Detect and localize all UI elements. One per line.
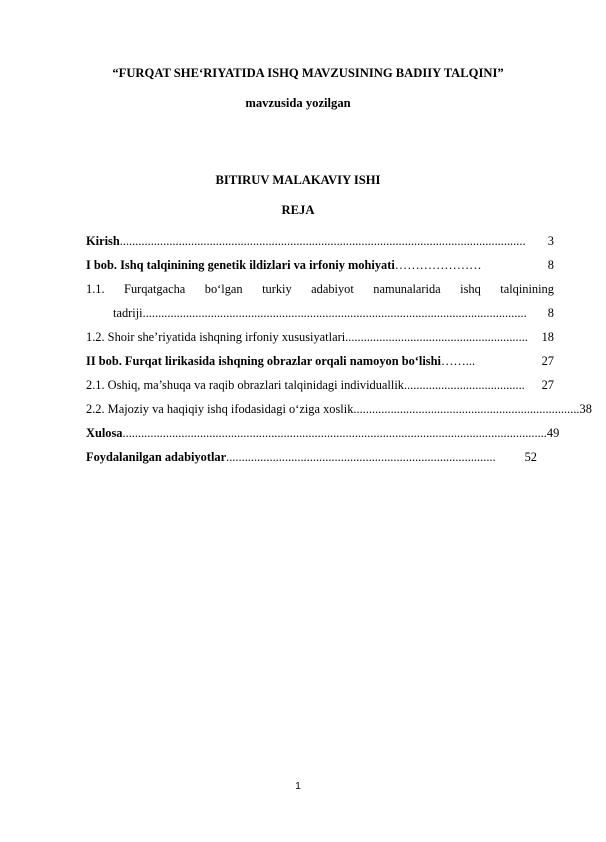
toc-page: 27 bbox=[541, 354, 554, 368]
toc-entry-chapter-1 bbox=[86, 256, 554, 274]
toc-leader: ................................................................................................................................... bbox=[119, 234, 526, 248]
toc-label: Kirish bbox=[86, 234, 120, 248]
page-number: 1 bbox=[295, 781, 301, 792]
toc-leader: ………………… bbox=[394, 258, 482, 272]
toc-label: I bob. Ishq talqinining genetik ildizlari va irfoniy mohiyati bbox=[86, 258, 395, 272]
toc-section-1-1-continuation bbox=[113, 304, 554, 322]
toc-entry-xulosa bbox=[86, 424, 560, 442]
toc-word: namunalarida bbox=[373, 282, 441, 296]
toc-page: 27 bbox=[541, 378, 554, 392]
toc-word: talqinining bbox=[500, 282, 554, 296]
toc-leader: ....................................... bbox=[403, 378, 525, 392]
toc-entry-section-1-1 bbox=[86, 280, 554, 320]
document-title: “FURQAT SHE‘RIYATIDA ISHQ MAVZUSINING BADIIY TALQINI” bbox=[112, 66, 504, 80]
toc-page: 8 bbox=[547, 258, 554, 272]
toc-label: II bob. Furqat lirikasida ishqning obrazlar orqali namoyon bo‘lishi bbox=[86, 354, 441, 368]
toc-page: 49 bbox=[546, 426, 560, 440]
toc-entry-section-2-2 bbox=[86, 400, 592, 418]
toc-leader: ............................................................................................................................ bbox=[142, 306, 527, 320]
toc-entry-chapter-2 bbox=[86, 352, 554, 370]
toc-entry-section-2-1 bbox=[86, 376, 554, 394]
toc-leader: ......................................................................... bbox=[353, 402, 580, 416]
work-type-heading: BITIRUV MALAKAVIY ISHI bbox=[215, 173, 381, 187]
toc-label: 2.1. Oshiq, ma’shuqa va raqib obrazlari talqinidagi individuallik bbox=[86, 378, 404, 392]
toc-label: Foydalanilgan adabiyotlar bbox=[86, 450, 227, 464]
document-subtitle: mavzusida yozilgan bbox=[245, 96, 351, 110]
toc-entry-adabiyotlar bbox=[86, 448, 537, 466]
toc-word: ishq bbox=[460, 282, 481, 296]
toc-entry-kirish bbox=[86, 232, 554, 250]
toc-word: Furqatgacha bbox=[124, 282, 186, 296]
toc-page: 8 bbox=[547, 306, 554, 320]
toc-page: 3 bbox=[547, 234, 554, 248]
toc-label: 1.2. Shoir she’riyatida ishqning irfoniy xususiyatlari bbox=[86, 330, 346, 344]
toc-section-1-1-line bbox=[86, 280, 554, 298]
toc-section-number: 1.1. bbox=[86, 282, 105, 296]
toc-page: 38 bbox=[579, 402, 592, 416]
toc-leader: ......................................................................................................................................... bbox=[122, 426, 547, 440]
toc-leader: ....................................................................................... bbox=[226, 450, 496, 464]
plan-heading: REJA bbox=[281, 203, 315, 217]
toc-page: 52 bbox=[524, 450, 537, 464]
toc-word: adabiyot bbox=[311, 282, 354, 296]
table-of-contents bbox=[86, 232, 592, 482]
toc-leader: ……... bbox=[440, 354, 476, 368]
toc-entry-section-1-2 bbox=[86, 328, 554, 346]
toc-word: turkiy bbox=[262, 282, 292, 296]
toc-label: 2.2. Majoziy va haqiqiy ishq ifodasidagi o‘ziga xoslik bbox=[86, 402, 354, 416]
toc-page: 18 bbox=[541, 330, 554, 344]
toc-label: Xulosa bbox=[86, 426, 123, 440]
toc-label: tadriji bbox=[113, 306, 143, 320]
toc-leader: ........................................................... bbox=[345, 330, 528, 344]
toc-word: bo‘lgan bbox=[204, 282, 243, 296]
